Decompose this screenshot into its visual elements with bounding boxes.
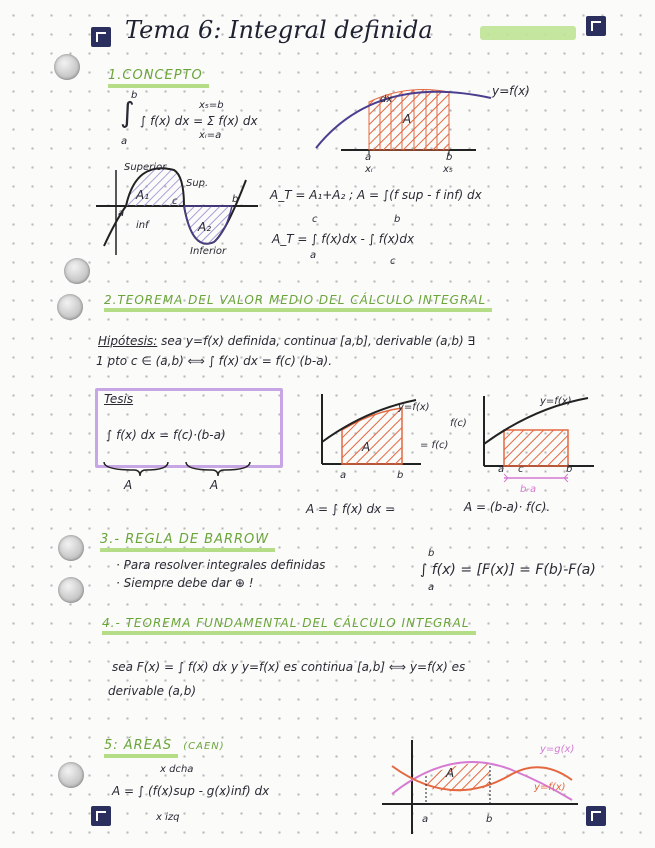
section2-heading-text: 2.TEOREMA DEL VALOR MEDIO DEL CÁLCULO INTEGRAL [104, 293, 492, 312]
barrow-bullet-2: · Siempre debe dar ⊕ ! [116, 576, 254, 590]
graph4-curve-label: y=f(x) [540, 396, 572, 407]
sup-label: Sup. [186, 178, 209, 189]
graph4-fc-label: f(c) [450, 418, 467, 429]
graph3-curve-label: y=f(x) [398, 402, 430, 413]
page-title [125, 16, 433, 44]
at-lower-limit-a: a [310, 250, 317, 261]
f-curve-label: y=f(x) [534, 782, 566, 793]
section2-heading [104, 293, 492, 307]
barrow-lower-limit: a [428, 582, 435, 593]
section1-heading [108, 68, 209, 83]
binder-hole [58, 535, 84, 561]
dx-label: dx [380, 94, 393, 105]
tesis-label: Tesis [104, 392, 134, 406]
integral-upper-limit: b [131, 90, 138, 101]
hipotesis-line2: 1 pto c ∈ (a,b) ⟺ ∫ f(x) dx = f(c) (b-a). [96, 354, 333, 368]
graph4-b-label: b [566, 464, 573, 475]
at-lower-limit-c: c [390, 256, 396, 267]
curve-label: y=f(x) [492, 84, 530, 98]
sum-upper-limit: x₅=b [199, 100, 224, 111]
total-area-formula: A_T = A₁+A₂ ; A = ∫(f sup - f inf) dx [270, 188, 482, 202]
riemann-sum-formula: ∫ f(x) dx = Σ f(x) dx [140, 114, 258, 128]
graph3-b-label: b [397, 470, 404, 481]
a2-label: A₂ [198, 220, 212, 234]
tesis-area-label-1: A [124, 478, 133, 492]
area-upper-limit: x dcha [160, 764, 194, 775]
section5-heading-text: 5: ÁREAS [104, 738, 178, 758]
integral-sign: ∫ [120, 96, 135, 129]
area-between-curves-formula: A = ∫ (f(x)sup - g(x)inf) dx [112, 784, 270, 798]
graph2-a-label: a [118, 208, 125, 219]
section3-heading [100, 532, 275, 547]
section4-heading [102, 616, 476, 630]
total-area-difference-formula: A_T = ∫ f(x)dx - ∫ f(x)dx [272, 232, 415, 246]
area5-a-label: a [422, 814, 429, 825]
hipotesis-line1 [98, 334, 475, 348]
barrow-upper-limit: b [428, 548, 435, 559]
inf-label: inf [136, 220, 149, 231]
title-highlight [480, 26, 576, 40]
barrow-formula: ∫ f(x) = [F(x)] = F(b)-F(a) [420, 562, 596, 578]
graph3-area-label: A [362, 440, 371, 454]
inferior-label: Inferior [190, 246, 227, 257]
graph3-formula: A = ∫ f(x) dx = [306, 502, 396, 516]
area-lower-limit: x izq [156, 812, 180, 823]
at-upper-limit-b: b [394, 214, 401, 225]
graph2-c-label: c [172, 196, 178, 207]
section5-heading [104, 738, 225, 753]
graph4-c-label: c [518, 464, 524, 475]
area5-label: A [446, 766, 455, 780]
graph2-b-label: b [232, 194, 239, 205]
sum-lower-limit: xᵢ=a [199, 130, 222, 141]
section3-heading-text: 3.- REGLA DE BARROW [100, 532, 275, 552]
binder-hole [58, 577, 84, 603]
axis-b-label: b [446, 152, 453, 163]
axis-x5-label: x₅ [443, 164, 453, 175]
corner-marker-top-left [91, 27, 111, 47]
graph3-a-label: a [340, 470, 347, 481]
hipotesis-text: sea y=f(x) definida, continua [a,b], derivable (a,b) ∃ [161, 334, 476, 348]
tesis-formula: ∫ f(x) dx = f(c)·(b-a) [106, 428, 226, 442]
hipotesis-label: Hipótesis: [98, 334, 158, 348]
graph4-fc-equals-label: = f(c) [420, 440, 449, 451]
graph4-width-label: b-a [520, 484, 537, 495]
corner-marker-bottom-right [586, 806, 606, 826]
mean-value-graph-rectangle [478, 396, 598, 486]
tesis-area-label-2: A [210, 478, 219, 492]
binder-hole [64, 258, 90, 284]
at-upper-limit-c: c [312, 214, 318, 225]
g-curve-label: y=g(x) [540, 744, 575, 755]
area-label: A [403, 112, 412, 126]
section1-heading-text: 1.CONCEPTO [108, 68, 209, 88]
integral-lower-limit: a [121, 136, 128, 147]
graph4-formula: A = (b-a)· f(c). [464, 500, 551, 514]
a1-label: A₁ [136, 188, 150, 202]
binder-hole [58, 762, 84, 788]
binder-hole [54, 54, 80, 80]
corner-marker-top-right [586, 16, 606, 36]
area5-b-label: b [486, 814, 493, 825]
binder-hole [57, 294, 83, 320]
axis-a-label: a [365, 152, 372, 163]
axis-xi-label: xᵢ [365, 164, 373, 175]
corner-marker-bottom-left [91, 806, 111, 826]
fundamental-theorem-line1: sea F(x) = ∫ f(x) dx y y=f(x) es continua [a,b] ⟺ y=f(x) es [112, 660, 466, 674]
graph4-a-label: a [498, 464, 505, 475]
barrow-bullet-1: · Para resolver integrales definidas [116, 558, 326, 572]
superior-label: Superior [124, 162, 167, 173]
section5-heading-extra: (CAEN) [183, 741, 225, 752]
tesis-braces [100, 460, 280, 480]
section4-heading-text: 4.- TEOREMA FUNDAMENTAL DEL CÁLCULO INTEGRAL [102, 616, 476, 635]
fundamental-theorem-line2: derivable (a,b) [108, 684, 197, 698]
page-title-text: Tema 6: Integral definida [125, 16, 433, 44]
